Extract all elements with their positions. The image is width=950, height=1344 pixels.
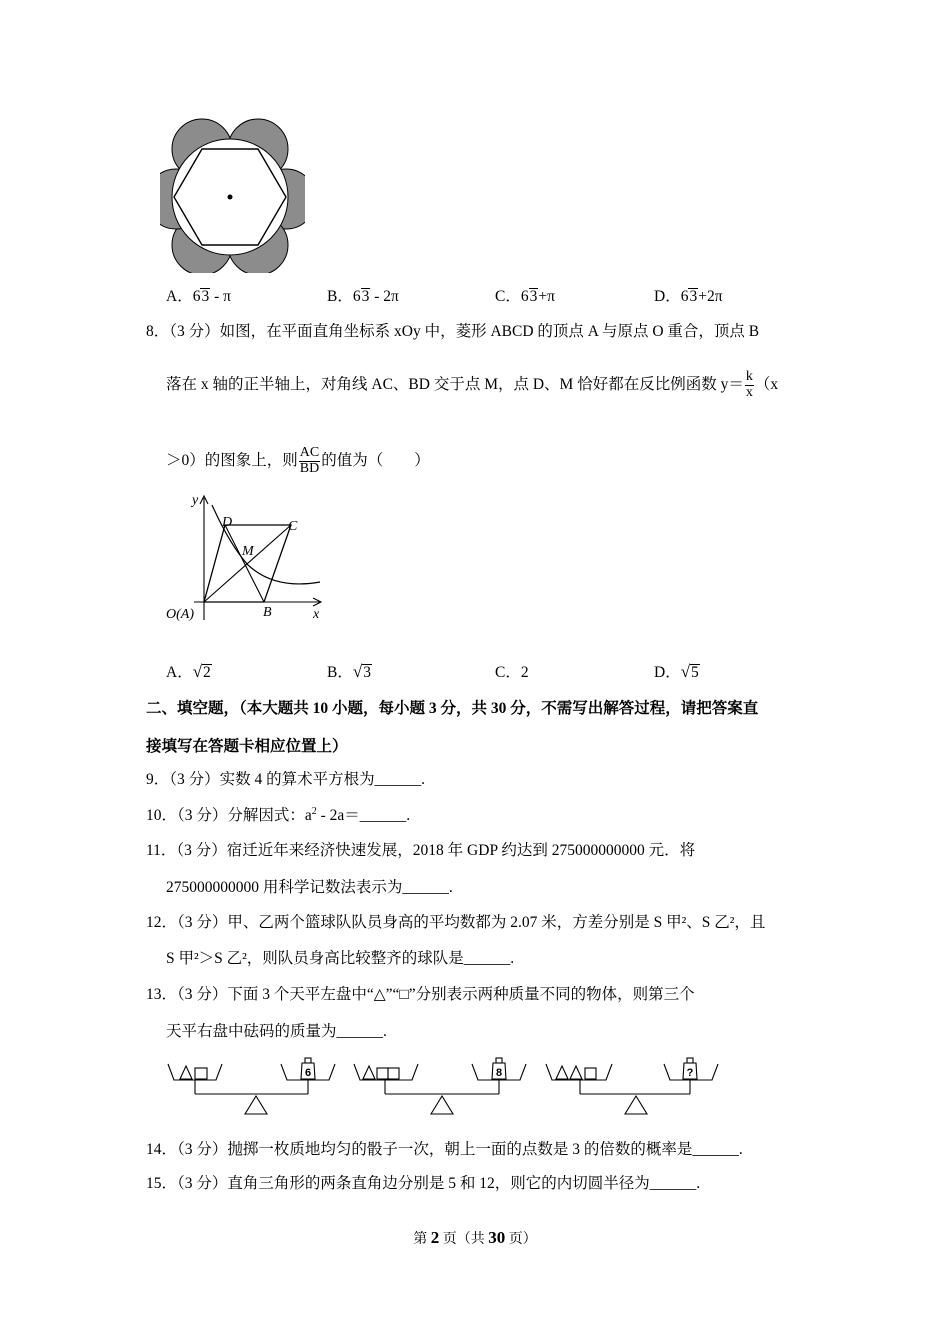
- q8-line1: 8．（3 分）如图，在平面直角坐标系 xOy 中，菱形 ABCD 的顶点 A 与原点 O 重合，顶点 B: [146, 323, 760, 340]
- graph-label-c: C: [288, 519, 298, 534]
- fraction-ac-over-bd: $\frac{AC}{BD}$: [299, 445, 320, 476]
- q7-option-a[interactable]: A．63 - π: [166, 288, 231, 305]
- balances-figure: [160, 1050, 740, 1120]
- q13-line1: 13．（3 分）下面 3 个天平左盘中“△”“□”分别表示两种质量不同的物体，则第三个: [146, 986, 695, 1003]
- graph-label-x: x: [313, 607, 320, 622]
- q7-options: [166, 284, 786, 306]
- q8-option-a[interactable]: A．√2: [166, 662, 211, 681]
- q15: 15．（3 分）直角三角形的两条直角边分别是 5 和 12，则它的内切圆半径为______.: [146, 1175, 701, 1192]
- graph-label-origin: O(A): [166, 607, 194, 622]
- q11-line2: 275000000000 用科学记数法表示为______.: [166, 879, 453, 896]
- weight-label-1: 6: [304, 1067, 312, 1079]
- hexagon-circles-figure: [160, 118, 305, 273]
- q10: 10．（3 分）分解因式：$a^2$ - 2a＝______.: [146, 805, 411, 824]
- q8-line3: ＞0）的图象上，则 $\frac{AC}{BD}$ 的值为（ ）: [166, 445, 430, 476]
- graph-label-y: y: [192, 493, 199, 508]
- q7-option-d[interactable]: D．63+2π: [654, 288, 723, 305]
- fraction-k-over-x: $\frac{k}{x}$: [745, 369, 753, 400]
- q12-line1: 12．（3 分）甲、乙两个篮球队队员身高的平均数都为 2.07 米，方差分别是 S 甲²、S 乙²，且: [146, 914, 766, 931]
- section2-heading-line2: 接填写在答题卡相应位置上）: [146, 738, 348, 755]
- q13-line2: 天平右盘中砝码的质量为______.: [166, 1023, 387, 1040]
- graph-label-b: B: [263, 605, 272, 620]
- footer-page-number: 2: [430, 1228, 440, 1247]
- q8-line2: 落在 x 轴的正半轴上，对角线 AC、BD 交于点 M，点 D、M 恰好都在反比例函数 y＝ $\frac{k}{x}$ （x: [166, 369, 779, 400]
- q8-option-c[interactable]: C．2: [495, 664, 529, 681]
- rhombus-coordinate-figure: [160, 490, 335, 630]
- q14: 14．（3 分）抛掷一枚质地均匀的骰子一次，朝上一面的点数是 3 的倍数的概率是______.: [146, 1141, 743, 1158]
- q8-options: [166, 660, 786, 684]
- q8-option-d[interactable]: D．√5: [654, 662, 699, 681]
- graph-label-m: M: [242, 544, 254, 559]
- weight-label-3: ?: [686, 1067, 694, 1079]
- graph-label-d: D: [222, 515, 233, 530]
- q12-line2: S 甲²＞S 乙²，则队员身高比较整齐的球队是______.: [166, 950, 515, 967]
- q8-option-b[interactable]: B．√3: [327, 662, 371, 681]
- q7-option-b[interactable]: B．63 - 2π: [327, 288, 399, 305]
- q9: 9．（3 分）实数 4 的算术平方根为______.: [146, 771, 426, 788]
- q7-option-c[interactable]: C．63+π: [495, 288, 555, 305]
- section2-heading-line1: 二、填空题，（本大题共 10 小题，每小题 3 分，共 30 分，不需写出解答过程，请把答案直: [146, 700, 759, 717]
- q11-line1: 11．（3 分）宿迁近年来经济快速发展，2018 年 GDP 约达到 275000000000 元．将: [146, 842, 696, 859]
- weight-label-2: 8: [495, 1067, 503, 1079]
- footer-total-pages: 30: [488, 1228, 506, 1247]
- page-footer: 第 2 页（共 30 页）: [413, 1228, 537, 1247]
